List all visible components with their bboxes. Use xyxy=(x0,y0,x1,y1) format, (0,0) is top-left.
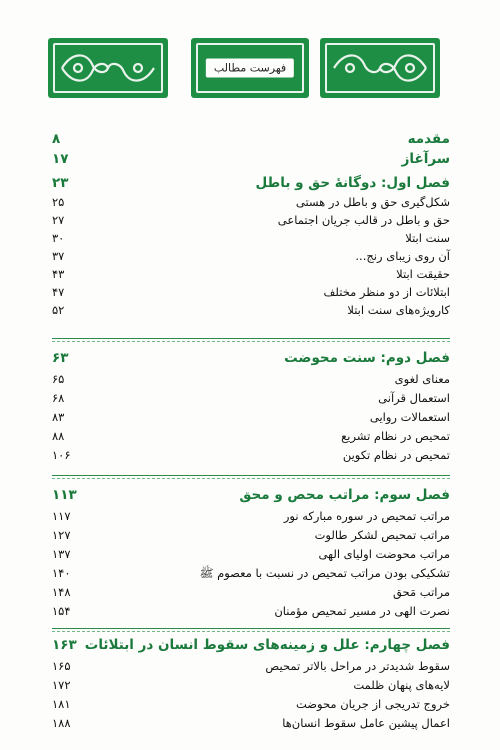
toc-entry[interactable] xyxy=(52,285,450,303)
toc-entry-title: خروج تدریجی از جریان محوضت xyxy=(296,697,450,711)
toc-entry[interactable] xyxy=(52,678,450,697)
toc-entry-page: ۱۵۴ xyxy=(52,604,71,618)
toc-entry-page: ۱۴۸ xyxy=(52,585,71,599)
toc-entry[interactable] xyxy=(52,175,450,195)
toc-entry[interactable] xyxy=(52,659,450,678)
toc-entry-page: ۸۸ xyxy=(52,429,65,443)
toc-entry[interactable] xyxy=(52,429,450,448)
toc-entry-title: مراتب محوضت اولیای الهی xyxy=(318,547,450,561)
toc-entry-title: استعمالات روایی xyxy=(369,410,450,424)
toc-entry[interactable] xyxy=(52,547,450,566)
ornament-right xyxy=(320,38,440,98)
toc-entry[interactable] xyxy=(52,637,450,659)
toc-entry[interactable] xyxy=(52,151,450,175)
toc-entry-page: ۲۵ xyxy=(52,195,65,209)
toc-entry[interactable] xyxy=(52,487,450,509)
toc-entry-title: کارویژه‌های سنت ابتلا xyxy=(347,303,450,317)
toc-entry-page: ۳۰ xyxy=(52,231,65,245)
toc-entry-title: معنای لغوی xyxy=(394,372,450,386)
toc-entry-title: سنت ابتلا xyxy=(405,231,450,245)
toc-entry-page: ۱۲۷ xyxy=(52,528,71,542)
toc-entry-title: ابتلائات از دو منظر مختلف xyxy=(323,285,450,299)
toc-entry[interactable] xyxy=(52,566,450,585)
toc-entry-page: ۶۳ xyxy=(52,350,69,366)
toc-entry-page: ۱۳۷ xyxy=(52,547,71,561)
toc-entry[interactable] xyxy=(52,391,450,410)
toc-entry-title: فصل اول: دوگانهٔ حق و باطل xyxy=(255,175,450,191)
toc-entry[interactable] xyxy=(52,604,450,623)
toc-entry-title: تشکیکی بودن مراتب تمحیص در نسبت با معصوم ﷺ xyxy=(199,566,450,580)
toc-entry[interactable] xyxy=(52,267,450,285)
ornament-left xyxy=(48,38,168,98)
toc-entry[interactable] xyxy=(52,716,450,735)
section-divider xyxy=(52,475,450,476)
toc-entry-page: ۳۷ xyxy=(52,249,65,263)
toc-section-4 xyxy=(52,637,450,735)
toc-entry[interactable] xyxy=(52,410,450,429)
toc-entry-title: حق و باطل در قالب جریان اجتماعی xyxy=(277,213,450,227)
toc-entry-title: فصل دوم: سنت محوضت xyxy=(284,350,450,366)
toc-entry-title: لایه‌های پنهان ظلمت xyxy=(353,678,450,692)
toc-entry-page: ۶۵ xyxy=(52,372,65,386)
toc-entry-page: ۸ xyxy=(52,131,61,147)
toc-entry-page: ۴۷ xyxy=(52,285,65,299)
toc-entry-title: تمحیص در نظام تشریع xyxy=(341,429,450,443)
section-divider xyxy=(52,338,450,339)
toc-entry-page: ۱۰۶ xyxy=(52,448,71,462)
toc-entry-page: ۱۶۵ xyxy=(52,659,71,673)
toc-entry-title: اعمال پیشین عامل سقوط انسان‌ها xyxy=(282,716,450,730)
toc-section-2 xyxy=(52,350,450,467)
toc-entry[interactable] xyxy=(52,231,450,249)
toc-entry-title: نصرت الهی در مسیر تمحیص مؤمنان xyxy=(274,604,450,618)
toc-entry-page: ۱۴۰ xyxy=(52,566,71,580)
toc-entry[interactable] xyxy=(52,213,450,231)
toc-section-3 xyxy=(52,487,450,623)
toc-entry-title: مراتب مَحق xyxy=(392,585,450,599)
toc-entry-page: ۱۸۱ xyxy=(52,697,71,711)
toc-entry-title: آن روی زیبای رنج... xyxy=(355,249,450,263)
toc-entry-title: شکل‌گیری حق و باطل در هستی xyxy=(295,195,450,209)
toc-entry[interactable] xyxy=(52,585,450,604)
title-plate xyxy=(191,38,309,98)
toc-entry-page: ۱۱۳ xyxy=(52,487,77,503)
toc-entry-title: استعمال قرآنی xyxy=(378,391,450,405)
toc-entry-title: فصل چهارم: علل و زمینه‌های سقوط انسان در ابتلائات xyxy=(84,637,450,653)
toc-section-1 xyxy=(52,131,450,321)
toc-entry-page: ۱۷ xyxy=(52,151,69,167)
toc-entry[interactable] xyxy=(52,509,450,528)
toc-entry[interactable] xyxy=(52,372,450,391)
toc-entry[interactable] xyxy=(52,528,450,547)
toc-entry[interactable] xyxy=(52,303,450,321)
toc-entry-page: ۱۱۷ xyxy=(52,509,71,523)
toc-entry[interactable] xyxy=(52,697,450,716)
toc-entry-title: حقیقت ابتلا xyxy=(396,267,450,281)
toc-entry-title: سرآغاز xyxy=(401,151,450,167)
toc-entry-page: ۱۷۲ xyxy=(52,678,71,692)
toc-entry-page: ۱۶۳ xyxy=(52,637,77,653)
toc-entry-title: سقوط شدیدتر در مراحل بالاتر تمحیص xyxy=(265,659,450,673)
toc-entry-title: مراتب تمحیص لشکر طالوت xyxy=(314,528,450,542)
toc-entry-title: مقدمه xyxy=(407,131,450,147)
toc-header xyxy=(48,38,440,100)
toc-entry-page: ۸۳ xyxy=(52,410,65,424)
page-title: فهرست مطالب xyxy=(206,59,294,78)
toc-entry[interactable] xyxy=(52,131,450,151)
toc-entry-title: فصل سوم: مراتب محص و محق xyxy=(239,487,450,503)
toc-entry[interactable] xyxy=(52,249,450,267)
toc-entry-page: ۶۸ xyxy=(52,391,65,405)
toc-entry-title: تمحیص در نظام تکوین xyxy=(342,448,450,462)
toc-entry-page: ۲۳ xyxy=(52,175,69,191)
toc-entry[interactable] xyxy=(52,195,450,213)
toc-entry-page: ۵۲ xyxy=(52,303,65,317)
toc-entry-title: مراتب تمحیص در سوره مبارکه نور xyxy=(283,509,450,523)
toc-entry-page: ۴۳ xyxy=(52,267,65,281)
toc-entry[interactable] xyxy=(52,448,450,467)
toc-entry-page: ۱۸۸ xyxy=(52,716,71,730)
toc-entry[interactable] xyxy=(52,350,450,372)
toc-entry-page: ۲۷ xyxy=(52,213,65,227)
section-divider xyxy=(52,628,450,629)
